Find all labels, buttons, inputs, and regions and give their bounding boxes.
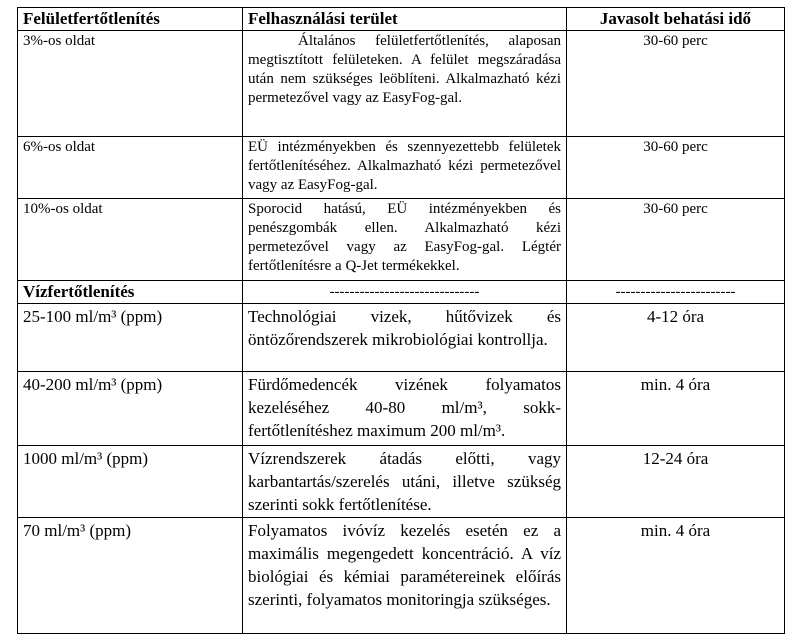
table-row <box>18 31 785 137</box>
header-surface: Felületfertőtlenítés <box>18 8 243 31</box>
table-row <box>18 199 785 281</box>
exposure-time-cell: 30-60 perc <box>567 31 785 137</box>
table-row <box>18 518 785 634</box>
exposure-time-cell: 4-12 óra <box>567 304 785 372</box>
disinfection-table <box>17 7 785 634</box>
concentration-cell: 40-200 ml/m³ (ppm) <box>18 372 243 446</box>
exposure-time-cell: 30-60 perc <box>567 199 785 281</box>
section-dashes: ------------------------ <box>567 281 785 304</box>
table-row <box>18 137 785 199</box>
concentration-cell: 6%-os oldat <box>18 137 243 199</box>
concentration-cell: 25-100 ml/m³ (ppm) <box>18 304 243 372</box>
exposure-time-cell: min. 4 óra <box>567 372 785 446</box>
application-cell: Vízrendszerek átadás előtti, vagy karbantartás/szerelés utáni, illetve szükség szerinti sokk fertőtlenítése. <box>243 446 567 518</box>
exposure-time-cell: 30-60 perc <box>567 137 785 199</box>
header-application-area: Felhasználási terület <box>243 8 567 31</box>
application-text: Általános felületfertőtlenítés, alaposan megtisztított felületeken. A felület megszáradása után nem szükséges leöblíteni. Alkalmazható kézi permetezővel vagy az EasyFog-gal. <box>248 33 561 106</box>
section-dashes: ------------------------------ <box>243 281 567 304</box>
concentration-cell: 70 ml/m³ (ppm) <box>18 518 243 634</box>
exposure-time-cell: 12-24 óra <box>567 446 785 518</box>
application-cell: EÜ intézményekben és szennyezettebb felületek fertőtlenítéséhez. Alkalmazható kézi permetezővel vagy az EasyFog-gal. <box>243 137 567 199</box>
header-exposure-time: Javasolt behatási idő <box>567 8 785 31</box>
table-row <box>18 446 785 518</box>
header-row <box>18 8 785 31</box>
table-row <box>18 304 785 372</box>
concentration-cell: 1000 ml/m³ (ppm) <box>18 446 243 518</box>
application-cell: Folyamatos ivóvíz kezelés esetén ez a maximális megengedett koncentráció. A víz biológiai és kémiai paramétereinek előírás szerinti, folyamatos monitoringja szükséges. <box>243 518 567 634</box>
exposure-time-cell: min. 4 óra <box>567 518 785 634</box>
application-cell: Fürdőmedencék vizének folyamatos kezeléséhez 40-80 ml/m³, sokk-fertőtlenítéshez maximum 200 ml/m³. <box>243 372 567 446</box>
table-row <box>18 372 785 446</box>
application-cell: Technológiai vizek, hűtővizek és öntözőrendszerek mikrobiológiai kontrollja. <box>243 304 567 372</box>
section-title: Vízfertőtlenítés <box>18 281 243 304</box>
concentration-cell: 3%-os oldat <box>18 31 243 137</box>
concentration-cell: 10%-os oldat <box>18 199 243 281</box>
section-header-row <box>18 281 785 304</box>
application-cell: Sporocid hatású, EÜ intézményekben és penészgombák ellen. Alkalmazható kézi permetezővel vagy az EasyFog-gal. Légtér fertőtlenítésre a Q-Jet termékekkel. <box>243 199 567 281</box>
application-cell <box>243 31 567 137</box>
